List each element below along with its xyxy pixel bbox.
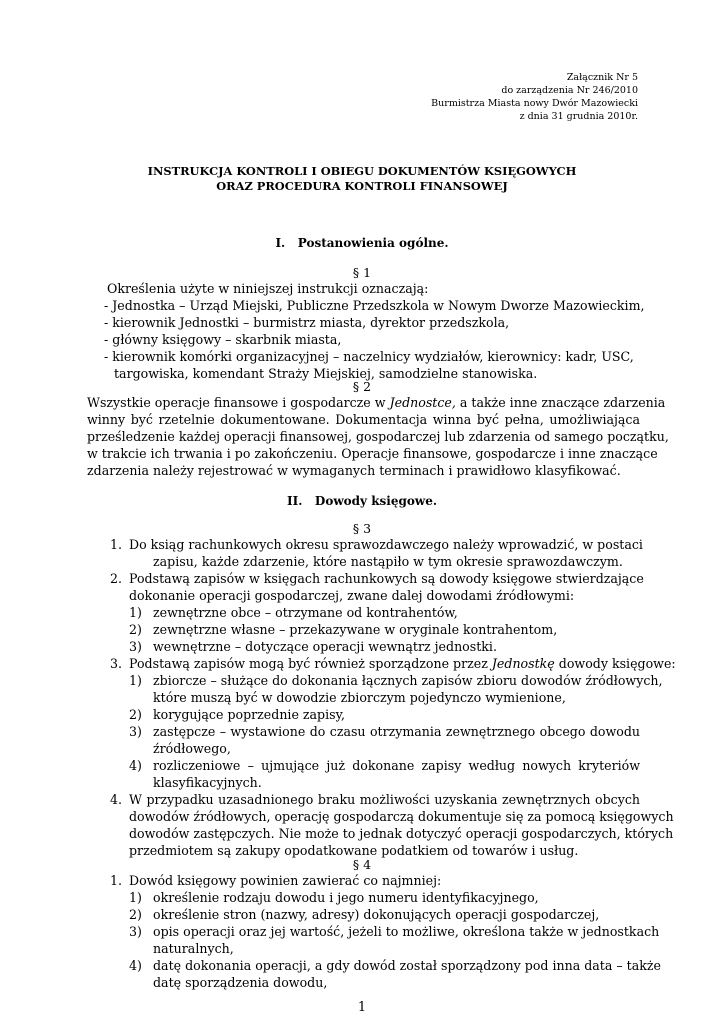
list-item: Podstawą zapisów w księgach rachunkowych są dowody księgowe stwierdzające <box>129 571 644 586</box>
section-number: I. <box>275 236 286 250</box>
list-item-cont: zapisu, każde zdarzenie, które nastąpiło w tym okresie sprawozdawczym. <box>153 554 623 569</box>
sublist-item-cont: naturalnych, <box>153 941 234 956</box>
attachment-header <box>431 71 638 123</box>
body-line: winny być rzetelnie dokumentowane. Dokumentacja winna być pełna, umożliwiająca <box>87 412 640 427</box>
sublist-item-cont: klasyfikacyjnych. <box>153 775 262 790</box>
section-title: Postanowienia ogólne. <box>297 236 449 250</box>
sublist-number: 3) <box>129 639 142 654</box>
list-item: W przypadku uzasadnionego braku możliwości uzyskania zewnętrznych obcych <box>129 792 640 807</box>
sublist-item-cont: które muszą być w dowodzie zbiorczym pojedynczo wymienione, <box>153 690 566 705</box>
section-heading-2 <box>0 494 724 508</box>
definition-item: - kierownik Jednostki – burmistrz miasta, dyrektor przedszkola, <box>104 315 510 330</box>
sublist-item-cont: źródłowego, <box>153 741 231 756</box>
list-item-cont: dowodów zastępczych. Nie może to jednak dotyczyć operacji gospodarczych, których <box>129 826 674 841</box>
header-line: Burmistrza Miasta nowy Dwór Mazowiecki <box>431 98 638 109</box>
section-title: Dowody księgowe. <box>314 494 438 508</box>
body-line: Wszystkie operacje finansowe i gospodarcze w Jednostce, a także inne znaczące zdarzenia <box>87 395 666 410</box>
header-line: do zarządzenia Nr 246/2010 <box>501 85 638 96</box>
list-item: Do ksiąg rachunkowych okresu sprawozdawczego należy wprowadzić, w postaci <box>129 537 643 552</box>
sublist-item: zewnętrzne własne – przekazywane w oryginale kontrahentom, <box>153 622 558 637</box>
list-item: Dowód księgowy powinien zawierać co najmniej: <box>129 873 442 888</box>
sublist-item: zbiorcze – służące do dokonania łącznych zapisów zbioru dowodów źródłowych, <box>153 673 663 688</box>
sublist-item: zastępcze – wystawione do czasu otrzymania zewnętrznego obcego dowodu <box>153 724 640 739</box>
sublist-number: 3) <box>129 924 142 939</box>
definition-item: - główny księgowy – skarbnik miasta, <box>104 332 342 347</box>
title-line: ORAZ PROCEDURA KONTROLI FINANSOWEJ <box>216 179 508 193</box>
definition-item-cont: targowiska, komendant Straży Miejskiej, samodzielne stanowiska. <box>114 366 538 381</box>
sublist-number: 4) <box>129 758 142 773</box>
header-line: z dnia 31 grudnia 2010r. <box>519 111 638 122</box>
list-item-cont: dowodów źródłowych, operację gospodarczą dokumentuje się za pomocą księgowych <box>129 809 674 824</box>
list-number: 1. <box>110 873 123 888</box>
page-number: 1 <box>357 1000 367 1015</box>
list-item-cont: dokonanie operacji gospodarczej, zwane dalej dowodami źródłowymi: <box>129 588 575 603</box>
list-number: 4. <box>110 792 123 807</box>
section-heading-1 <box>0 236 724 250</box>
document-title <box>0 164 724 194</box>
sublist-item: wewnętrzne – dotyczące operacji wewnątrz jednostki. <box>153 639 497 654</box>
sublist-item-cont: datę sporządzenia dowodu, <box>153 975 328 990</box>
definition-item: - Jednostka – Urząd Miejski, Publiczne Przedszkola w Nowym Dworze Mazowieckim, <box>104 298 645 313</box>
sublist-item: opis operacji oraz jej wartość, jeżeli to możliwe, określona także w jednostkach <box>153 924 660 939</box>
sublist-item: korygujące poprzednie zapisy, <box>153 707 346 722</box>
list-item: Podstawą zapisów mogą być również sporządzone przez Jednostkę dowody księgowe: <box>129 656 676 671</box>
body-line: prześledzenie każdej operacji finansowej, gospodarczej lub zdarzenia od samego początku, <box>87 429 669 444</box>
paragraph-sign-1: § 1 <box>352 265 372 280</box>
sublist-number: 1) <box>129 890 142 905</box>
definition-item: - kierownik komórki organizacyjnej – naczelnicy wydziałów, kierownicy: kadr, USC, <box>104 349 634 364</box>
sublist-number: 1) <box>129 673 142 688</box>
title-line: INSTRUKCJA KONTROLI I OBIEGU DOKUMENTÓW KSIĘGOWYCH <box>147 164 577 178</box>
header-line: Załącznik Nr 5 <box>566 72 638 83</box>
list-number: 1. <box>110 537 123 552</box>
sublist-item: określenie rodzaju dowodu i jego numeru identyfikacyjnego, <box>153 890 539 905</box>
paragraph-sign-3: § 3 <box>352 521 372 536</box>
sublist-item: określenie stron (nazwy, adresy) dokonujących operacji gospodarczej, <box>153 907 600 922</box>
sublist-item: zewnętrzne obce – otrzymane od kontrahentów, <box>153 605 458 620</box>
list-item-cont: przedmiotem są zakupy opodatkowane podatkiem od towarów i usług. <box>129 843 579 858</box>
body-line: zdarzenia należy rejestrować w wymaganych terminach i prawidłowo klasyfikować. <box>87 463 621 478</box>
sublist-number: 3) <box>129 724 142 739</box>
list-number: 2. <box>110 571 123 586</box>
body-line: w trakcie ich trwania i po zakończeniu. Operacje finansowe, gospodarcze i inne znaczące <box>87 446 658 461</box>
sublist-number: 2) <box>129 622 142 637</box>
sublist-number: 1) <box>129 605 142 620</box>
definitions-intro: Określenia użyte w niniejszej instrukcji oznaczają: <box>107 281 429 296</box>
sublist-number: 4) <box>129 958 142 973</box>
section-number: II. <box>286 494 303 508</box>
sublist-number: 2) <box>129 707 142 722</box>
paragraph-sign-2: § 2 <box>352 379 372 394</box>
sublist-number: 2) <box>129 907 142 922</box>
sublist-item: datę dokonania operacji, a gdy dowód został sporządzony pod inna data – także <box>153 958 661 973</box>
paragraph-sign-4: § 4 <box>352 857 372 872</box>
sublist-item: rozliczeniowe – ujmujące już dokonane zapisy według nowych kryteriów <box>153 758 640 773</box>
list-number: 3. <box>110 656 123 671</box>
